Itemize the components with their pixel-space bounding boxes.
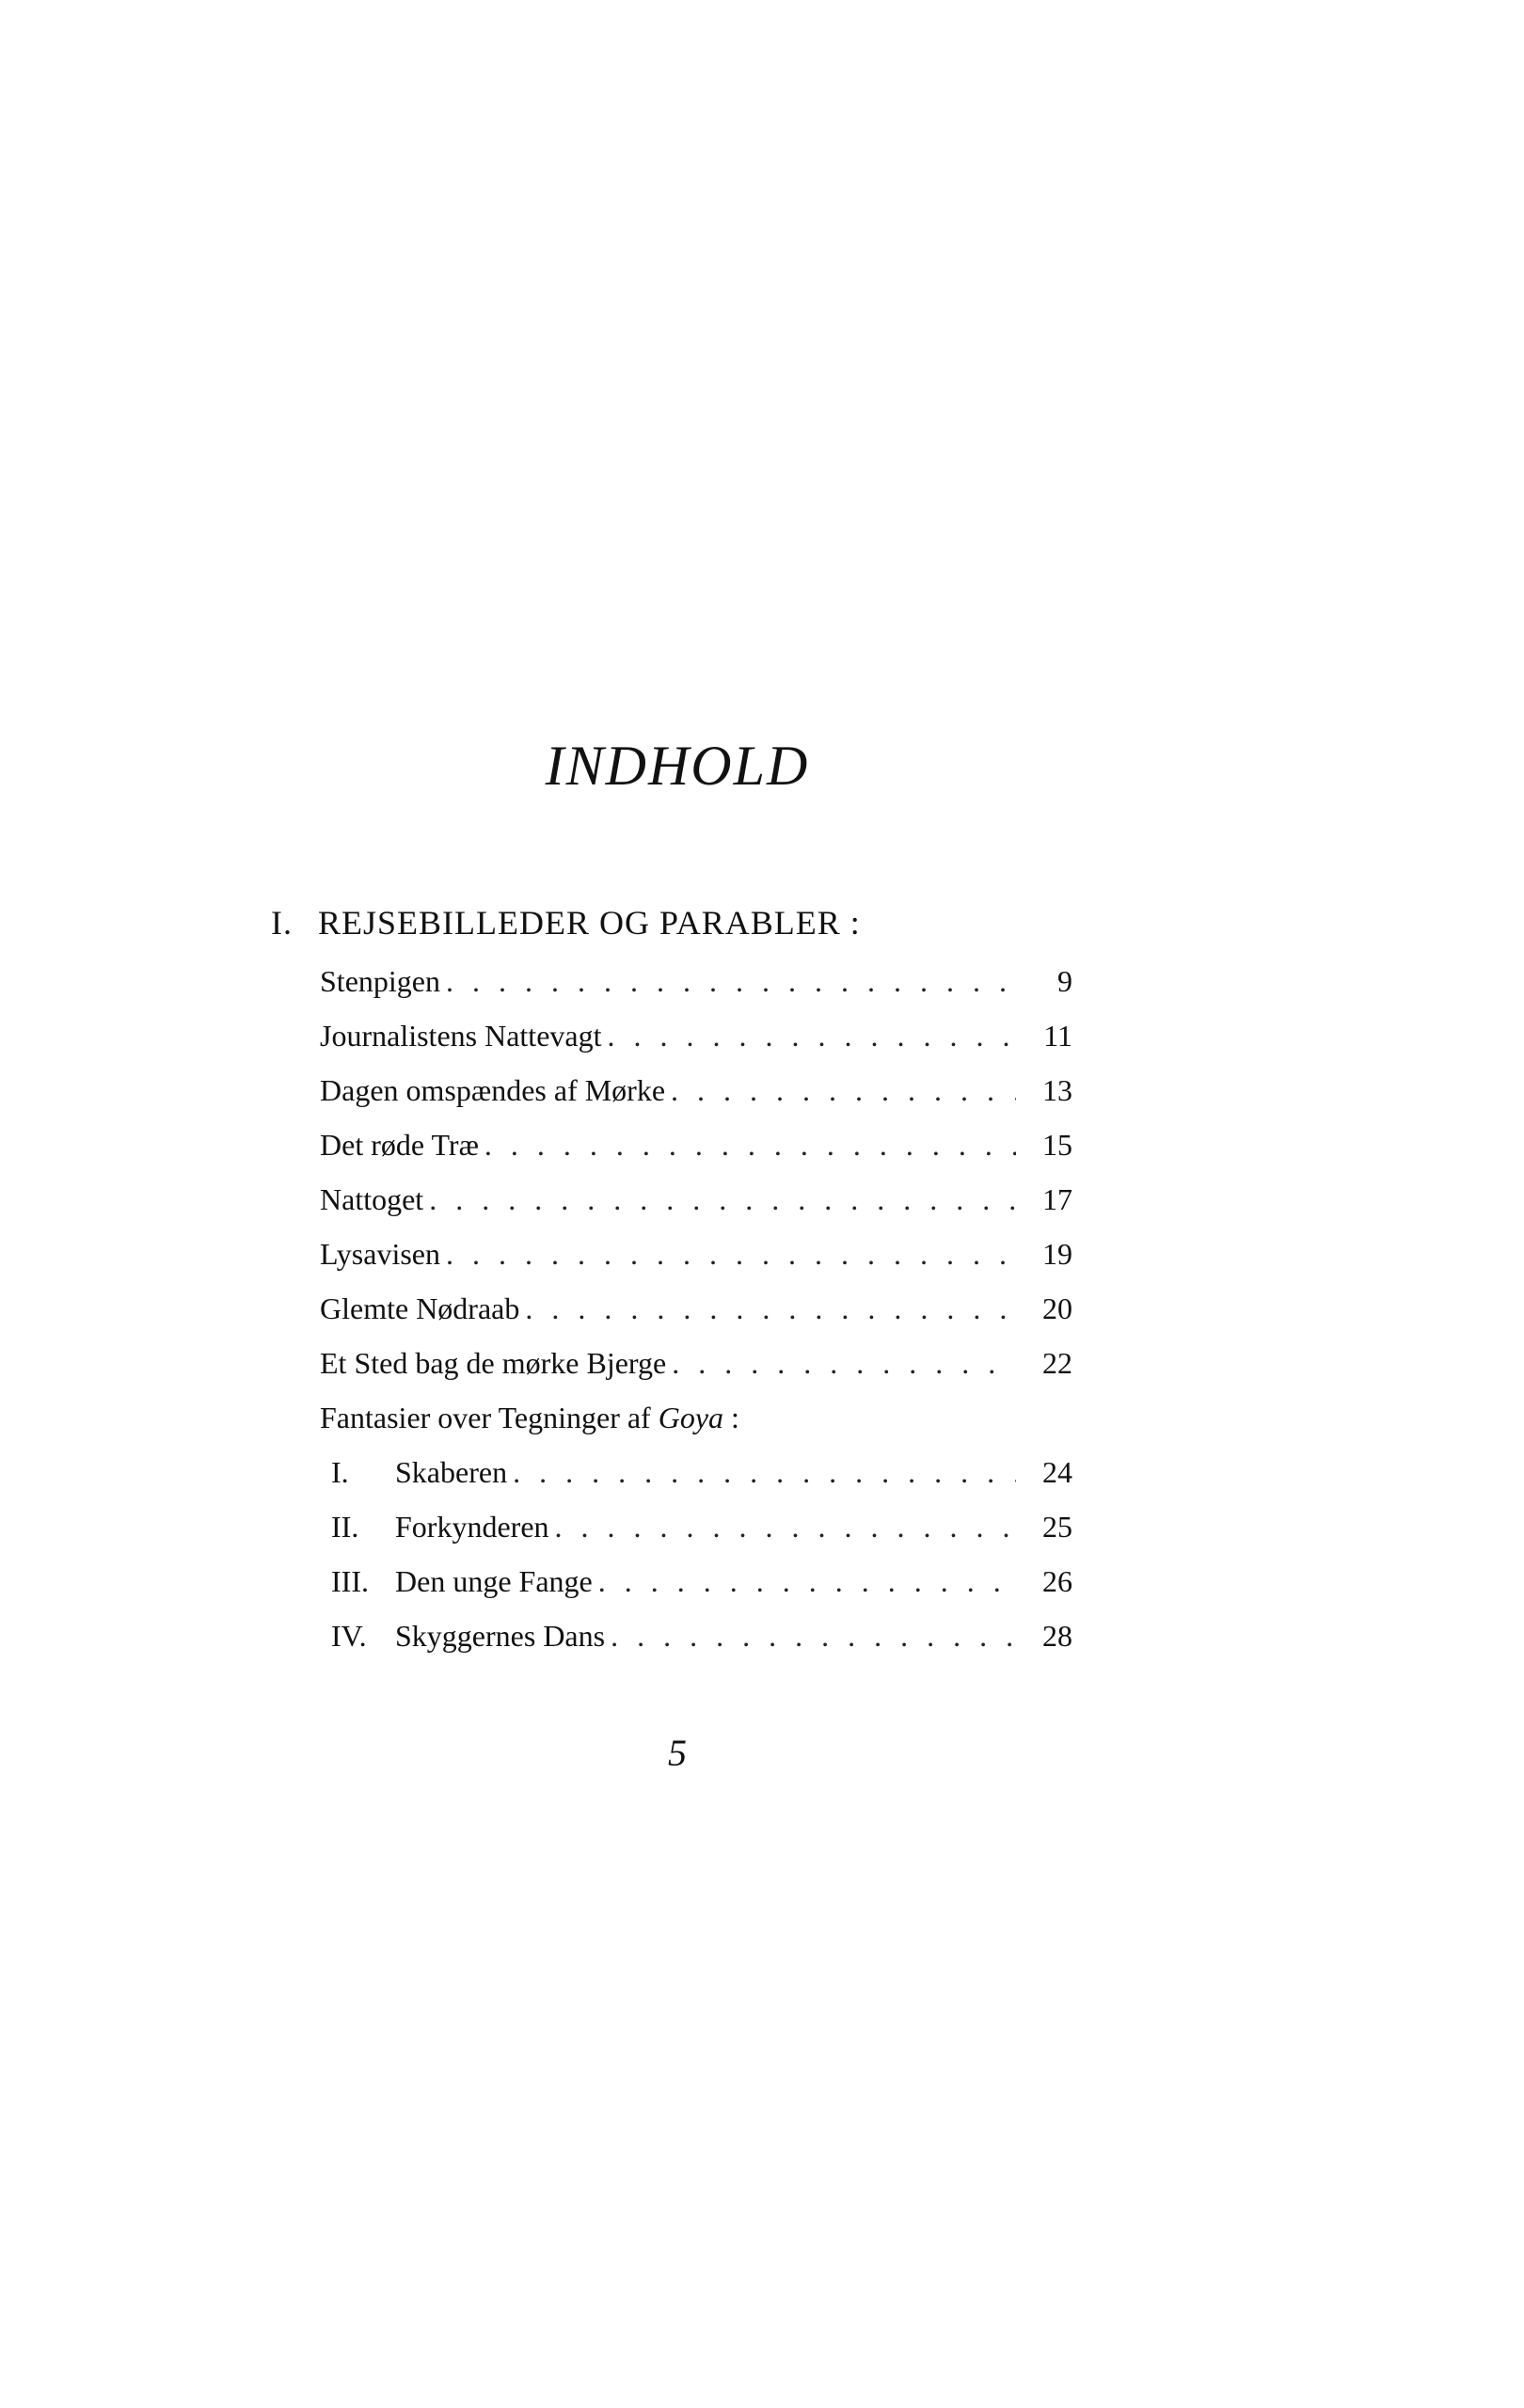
toc-sub-entry-page: 28 xyxy=(1042,1619,1072,1653)
toc-sub-entry-page: 24 xyxy=(1042,1455,1072,1489)
toc-sub-entry-title xyxy=(331,1510,549,1545)
dot-leader xyxy=(423,1182,1016,1217)
toc-sub-entry-text: Den unge Fange xyxy=(395,1564,593,1598)
dot-leader xyxy=(440,1237,1016,1272)
subsection-suffix: : xyxy=(723,1401,739,1434)
toc-sub-entry-numeral: II. xyxy=(331,1510,359,1544)
dot-leader xyxy=(440,964,1016,999)
toc-entry xyxy=(320,964,1072,1019)
toc-sub-entry-title xyxy=(331,1564,593,1599)
toc-sub-entry-title xyxy=(331,1455,507,1490)
dot-leader xyxy=(519,1291,1016,1326)
toc-entry-title: Et Sted bag de mørke Bjerge xyxy=(320,1346,667,1380)
dot-leader xyxy=(593,1564,1016,1599)
subsection-emphasis: Goya xyxy=(658,1401,724,1434)
toc-entry xyxy=(320,1182,1072,1237)
toc-entry-page: 17 xyxy=(1042,1182,1072,1216)
toc-entry-title: Stenpigen xyxy=(320,964,440,998)
dot-leader xyxy=(605,1619,1016,1654)
section-heading xyxy=(271,903,861,943)
dot-leader xyxy=(666,1346,1016,1381)
dot-leader xyxy=(665,1073,1016,1108)
toc-sub-entry xyxy=(320,1510,1072,1564)
page-number: 5 xyxy=(668,1732,687,1774)
toc-entry xyxy=(320,1073,1072,1128)
toc-entry xyxy=(320,1346,1072,1401)
toc-sub-entry-numeral: IV. xyxy=(331,1619,367,1653)
toc-entry-title: Journalistens Nattevagt xyxy=(320,1019,602,1053)
table-of-contents xyxy=(320,964,1072,1673)
dot-leader xyxy=(507,1455,1016,1490)
toc-entry-title: Dagen omspændes af Mørke xyxy=(320,1073,666,1107)
dot-leader xyxy=(601,1019,1016,1054)
toc-entry xyxy=(320,1291,1072,1346)
toc-sub-entry-page: 25 xyxy=(1042,1510,1072,1544)
toc-entry-page: 19 xyxy=(1042,1237,1072,1271)
section-numeral: I. xyxy=(271,904,293,942)
dot-leader xyxy=(479,1128,1016,1163)
toc-entry xyxy=(320,1128,1072,1182)
toc-entry-page: 15 xyxy=(1042,1128,1072,1162)
toc-entry xyxy=(320,1237,1072,1291)
subsection-heading xyxy=(320,1401,1072,1455)
toc-entry-title: Lysavisen xyxy=(320,1237,440,1271)
toc-entry-title: Glemte Nødraab xyxy=(320,1291,520,1325)
toc-sub-entry-page: 26 xyxy=(1042,1564,1072,1598)
subsection-prefix: Fantasier over Tegninger af xyxy=(320,1401,659,1434)
toc-entry-title: Det røde Træ xyxy=(320,1128,479,1162)
toc-sub-entry-text: Skyggernes Dans xyxy=(395,1619,606,1653)
toc-entry-page: 20 xyxy=(1042,1291,1072,1325)
toc-sub-entry-text: Skaberen xyxy=(395,1455,508,1489)
toc-entry-page: 13 xyxy=(1042,1073,1072,1107)
toc-entry-page: 9 xyxy=(1057,964,1072,998)
toc-entry-page: 11 xyxy=(1043,1019,1072,1053)
toc-sub-entry-text: Forkynderen xyxy=(395,1510,549,1544)
toc-sub-entry xyxy=(320,1564,1072,1619)
toc-sub-entry-numeral: I. xyxy=(331,1455,349,1489)
dot-leader xyxy=(549,1510,1016,1545)
toc-entry-page: 22 xyxy=(1042,1346,1072,1380)
toc-sub-entry-numeral: III. xyxy=(331,1564,369,1598)
toc-entry-title: Nattoget xyxy=(320,1182,424,1216)
toc-sub-entry xyxy=(320,1619,1072,1673)
page-title: INDHOLD xyxy=(545,735,810,797)
toc-entry xyxy=(320,1019,1072,1073)
section-title: REJSEBILLEDER OG PARABLER : xyxy=(318,904,861,942)
toc-sub-entry xyxy=(320,1455,1072,1510)
toc-sub-entry-title xyxy=(331,1619,605,1654)
